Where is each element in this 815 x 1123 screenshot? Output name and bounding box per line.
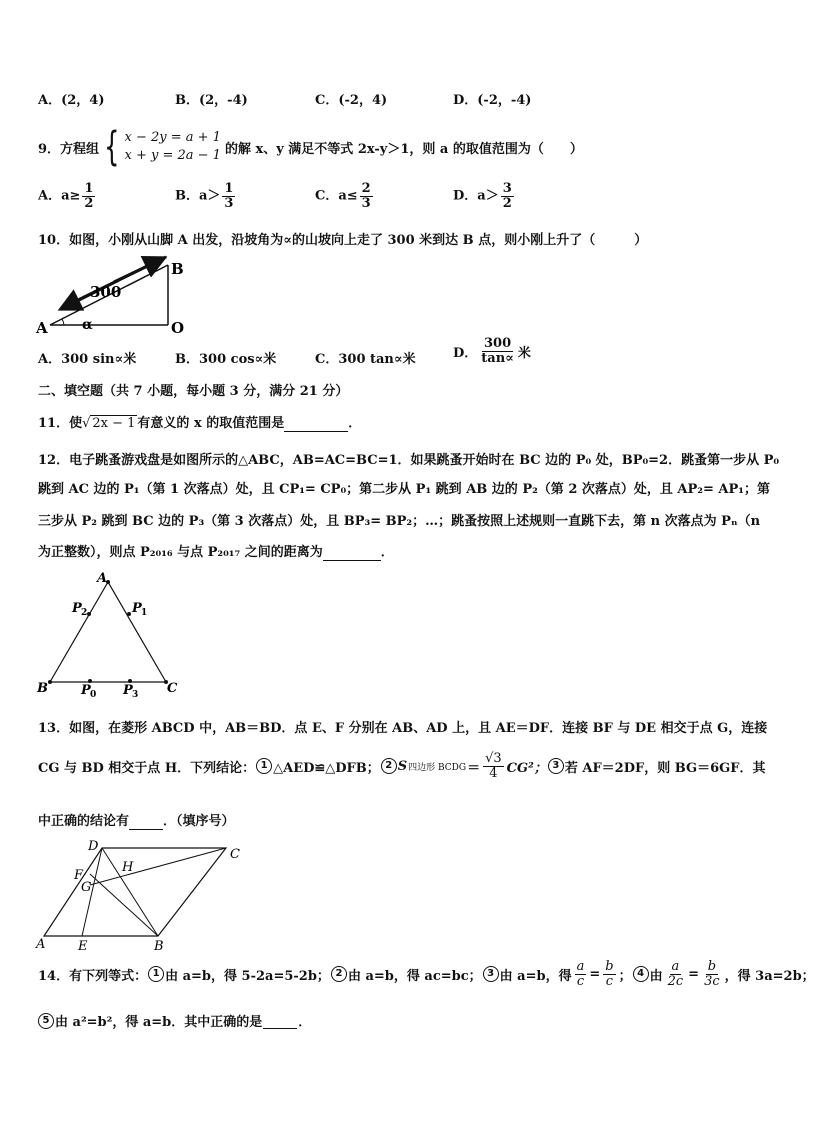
q11-prefix: 11．使 [38, 416, 83, 431]
question-9 [38, 124, 583, 170]
denominator: 2c [667, 973, 684, 989]
q9-option-a [38, 182, 97, 210]
label-p2: P [72, 601, 82, 616]
q10-option-d-suffix: 米 [517, 345, 531, 361]
label-h: H [122, 860, 134, 875]
label-p1-sub: 1 [141, 608, 148, 618]
semicolon: ； [618, 968, 632, 984]
angle-arc [62, 319, 64, 325]
circled-number-3: 3 [548, 758, 564, 774]
fraction [483, 752, 504, 780]
fraction [702, 960, 722, 988]
q9-option-a-prefix: A．a≥ [38, 188, 81, 204]
q11-text: 有意义的 x 的取值范围是 [137, 416, 285, 431]
numerator: √3 [485, 751, 502, 766]
q8-option-a: A．(2，4) [38, 93, 105, 108]
label-b: B [37, 681, 48, 696]
numerator: 2 [361, 181, 371, 196]
denominator: 2 [84, 195, 94, 211]
q10-option-c: C．300 tan∝米 [315, 352, 416, 367]
label-p0: P [81, 683, 91, 698]
statement-5: 由 a²=b²，得 a=b．其中正确的是 [55, 1015, 263, 1030]
q13-line-3: 中正确的结论有 [38, 814, 130, 829]
question-11: 11．使√ 2x − 1 有意义的 x 的取值范围是 ． [38, 416, 362, 431]
label-b: B [171, 260, 184, 278]
denominator: 2 [502, 195, 512, 211]
q9-option-b [175, 182, 237, 210]
q14-prefix: 14．有下列等式： [38, 968, 148, 984]
fraction [603, 960, 615, 988]
denominator: 3 [361, 195, 371, 211]
q12-line-4: 为正整数），则点 P₂₀₁₆ 与点 P₂₀₁₇ 之间的距离为 [38, 545, 323, 560]
numerator: 1 [84, 181, 94, 196]
q10-text: 10．如图，小刚从山脚 A 出发，沿坡角为∝的山坡向上走了 300 米到达 B 点，则小刚上升了（ ） [38, 233, 648, 248]
q9-option-d [453, 182, 516, 210]
area-subscript: 四边形 BCDG [408, 762, 467, 773]
numerator: a [576, 959, 585, 974]
point-p1 [127, 612, 131, 616]
q14-end: ． [298, 1015, 312, 1030]
numerator: 300 [484, 336, 512, 351]
denominator: 4 [489, 765, 498, 781]
fraction [501, 182, 514, 210]
circled-number-1: 1 [256, 758, 272, 774]
label-p3-sub: 3 [132, 690, 139, 700]
section-heading: 二、填空题（共 7 小题，每小题 3 分，满分 21 分） [38, 384, 349, 399]
label-a: A [97, 571, 108, 586]
point-b [48, 680, 52, 684]
label-d: D [88, 839, 99, 854]
q8-option-d: D．(-2，-4) [453, 93, 532, 108]
numerator: b [707, 959, 717, 974]
label-g: G [81, 880, 92, 895]
q9-eq1: x − 2y = a + 1 [124, 130, 221, 145]
label-p3: P [123, 683, 133, 698]
fraction [82, 182, 95, 210]
rhombus-figure [34, 838, 244, 954]
statement-2: 由 a=b，得 ac=bc； [347, 968, 482, 984]
statement-1: 由 a=b，得 5-2a=5-2b； [165, 968, 330, 984]
q9-option-c [315, 182, 375, 210]
q12-end: ． [380, 545, 394, 560]
denominator: 3c [704, 973, 720, 989]
q12-line-3: 三步从 P₂ 跳到 BC 边的 P₃（第 3 次落点）处，且 BP₃= BP₂；…；跳蚤按照上述规则一直跳下去，第 n 次落点为 Pₙ（n [38, 514, 761, 529]
q9-number: 9．方程组 [38, 141, 100, 157]
label-f: F [74, 868, 84, 883]
circled-number-2: 2 [381, 758, 397, 774]
equals-sign: = [688, 966, 700, 982]
slope-figure [34, 255, 194, 337]
q9-eq2: x + y = 2a − 1 [124, 148, 221, 163]
conclusion-3: 若 AF＝2DF，则 BG＝6GF．其 [564, 760, 766, 776]
q13-line-1: 13．如图，在菱形 ABCD 中，AB＝BD．点 E、F 分别在 AB、AD 上，且 AE＝DF．连接 BF 与 DE 相交于点 G，连接 [38, 721, 768, 736]
q8-option-b: B．(2，-4) [175, 93, 248, 108]
equals-sign: = [589, 966, 601, 982]
q12-line-1: 12．电子跳蚤游戏盘是如图所示的△ABC，AB=AC=BC=1．如果跳蚤开始时在 BC 边的 P₀ 处，BP₀=2．跳蚤第一步从 P₀ [38, 453, 780, 468]
rhombus-abcd [44, 848, 226, 936]
label-o: O [171, 319, 185, 337]
numerator: b [605, 959, 614, 974]
label-p1: P [132, 601, 142, 616]
label-e: E [78, 939, 88, 954]
numerator: a [671, 959, 680, 974]
conclusion-1: △AED≌△DFB； [273, 760, 380, 776]
label-p2-sub: 2 [81, 608, 88, 618]
label-a: A [36, 937, 46, 952]
q14-line-1 [38, 960, 815, 988]
label-c: C [167, 681, 178, 696]
q10-option-b: B．300 cos∝米 [175, 352, 277, 367]
q12-line-2: 跳到 AC 边的 P₁（第 1 次落点）处，且 CP₁= CP₀；第二步从 P₁ 跳到 AB 边的 P₂（第 2 次落点）处，且 AP₂= AP₁；第 [38, 482, 770, 497]
circled-number-1: 1 [148, 966, 164, 982]
fraction [360, 182, 373, 210]
segment-cg [90, 848, 226, 885]
denominator: c [605, 973, 614, 989]
label-b: B [154, 939, 164, 954]
statement-3: 由 a=b，得 [499, 968, 572, 984]
answer-blank[interactable] [129, 814, 163, 830]
q8-option-c: C．(-2，4) [315, 93, 388, 108]
radicand: 2x − 1 [92, 416, 136, 431]
point-p2 [87, 612, 91, 616]
answer-blank[interactable] [323, 545, 381, 561]
denominator: tan∝ [481, 350, 514, 366]
circled-number-3: 3 [483, 966, 499, 982]
q9-option-c-prefix: C．a≤ [315, 188, 358, 204]
q10-option-a: A．300 sin∝米 [38, 352, 137, 367]
numerator: 1 [224, 181, 234, 196]
distance-arrow-right [114, 259, 162, 282]
numerator: 3 [502, 181, 512, 196]
q13-line-2 [38, 752, 765, 780]
denominator: 3 [224, 195, 234, 211]
question-13-end [38, 810, 235, 830]
brace-icon: { [104, 124, 120, 170]
q13-end: ．（填序号） [163, 814, 235, 829]
denominator: c [576, 973, 585, 989]
q9-text: 的解 x、y 满足不等式 2x-y＞1，则 a 的取值范围为（ ） [224, 141, 583, 157]
label-c: C [230, 847, 240, 862]
label-alpha: α [82, 317, 93, 333]
fraction [222, 182, 235, 210]
q9-option-d-prefix: D．a＞ [453, 188, 499, 204]
label-p0-sub: 0 [90, 690, 97, 700]
q14-line-2 [38, 1011, 311, 1030]
answer-blank[interactable] [284, 416, 348, 432]
circled-number-4: 4 [633, 966, 649, 982]
label-a: A [36, 319, 48, 337]
statement-4: 由 [649, 968, 663, 984]
area-symbol: S [397, 758, 408, 774]
q13-line-2-text: CG 与 BD 相交于点 H．下列结论： [38, 760, 256, 776]
circled-number-5: 5 [38, 1013, 54, 1029]
triangle-abc [50, 582, 166, 682]
statement-4-tail: ，得 3a=2b； [724, 968, 815, 984]
fraction [666, 960, 686, 988]
equation-system [125, 129, 221, 165]
q10-option-d-prefix: D． [453, 345, 478, 361]
fraction [575, 960, 587, 988]
q10-option-d [453, 337, 531, 365]
question-12-end [38, 541, 394, 561]
label-300: 300 [90, 283, 122, 301]
conclusion-2-tail: CG²； [506, 760, 547, 776]
answer-blank[interactable] [263, 1013, 297, 1029]
fraction [479, 337, 516, 365]
equals-sign: ＝ [467, 760, 481, 776]
q11-end: ． [348, 416, 362, 431]
circled-number-2: 2 [331, 966, 347, 982]
q9-option-b-prefix: B．a＞ [175, 188, 221, 204]
triangle-figure [34, 570, 184, 698]
